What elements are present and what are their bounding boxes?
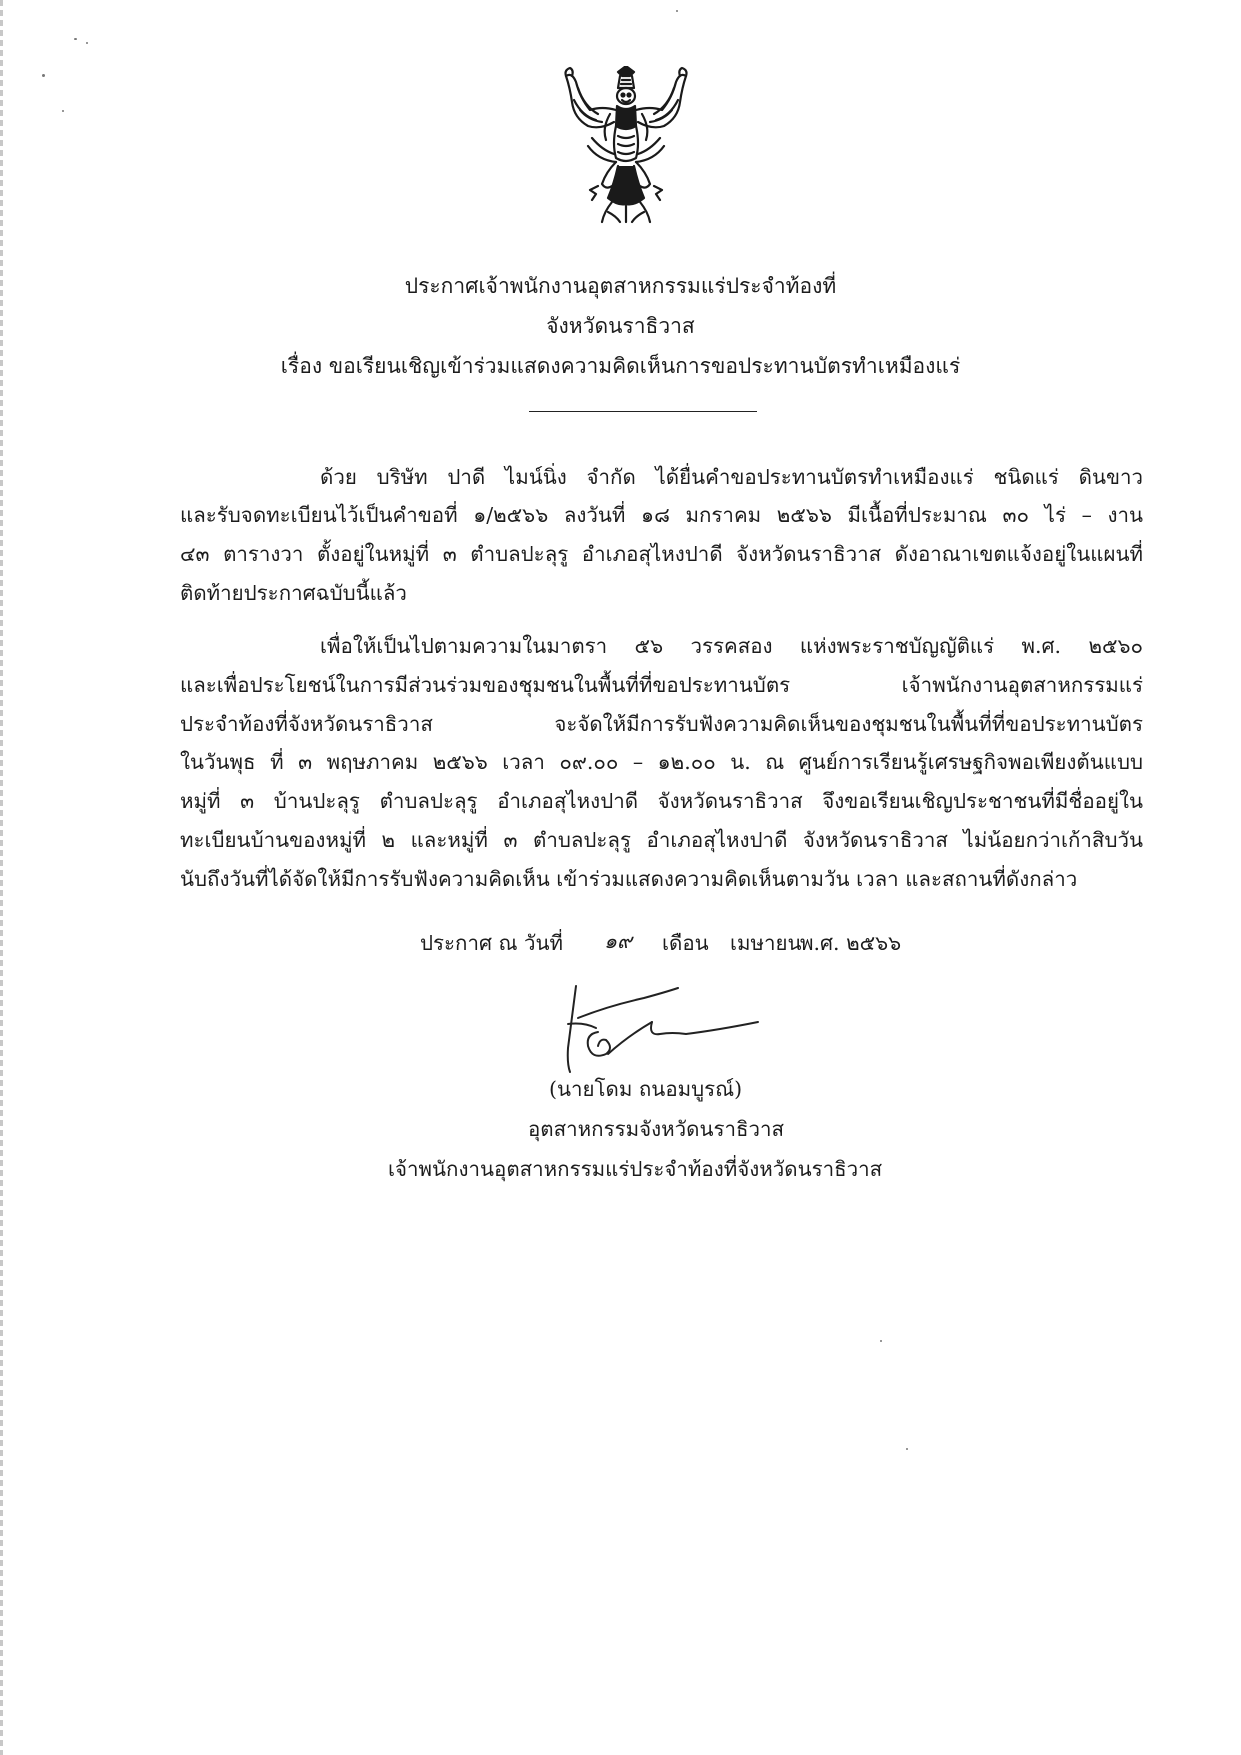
scan-speck (676, 10, 678, 12)
paragraph-2-line-3: ประจำท้องที่จังหวัดนราธิวาส จะจัดให้มีการรับฟังความคิดเห็นของชุมชนในพื้นที่ที่ขอประทานบัตร (180, 712, 1143, 736)
paragraph-2-line-2: และเพื่อประโยชน์ในการมีส่วนร่วมของชุมชนในพื้นที่ที่ขอประทานบัตร เจ้าพนักงานอุตสาหกรรมแร่ (180, 673, 1143, 697)
subject-line: เรื่อง ขอเรียนเชิญเข้าร่วมแสดงความคิดเห็นการขอประทานบัตรทำเหมืองแร่ (280, 354, 961, 378)
date-day: ๑๙ (604, 929, 633, 953)
garuda-emblem-icon (562, 66, 690, 224)
scan-speck (880, 1340, 882, 1342)
paragraph-2-line-1: เพื่อให้เป็นไปตามความในมาตรา ๕๖ วรรคสอง แห่งพระราชบัญญัติแร่ พ.ศ. ๒๕๖๐ (320, 634, 1143, 658)
paragraph-2-line-7: นับถึงวันที่ได้จัดให้มีการรับฟังความคิดเห็น เข้าร่วมแสดงความคิดเห็นตามวัน เวลา และสถานที่ดังกล่าว (180, 867, 1078, 891)
scan-speck (906, 1448, 908, 1450)
scan-speck (42, 74, 45, 77)
scan-speck (74, 38, 77, 40)
paragraph-1-line-1: ด้วย บริษัท ปาดี ไมน์นิ่ง จำกัด ได้ยื่นคำขอประทานบัตรทำเหมืองแร่ ชนิดแร่ ดินขาว (320, 465, 1143, 489)
paragraph-1-line-2: และรับจดทะเบียนไว้เป็นคำขอที่ ๑/๒๕๖๖ ลงวันที่ ๑๘ มกราคม ๒๕๖๖ มีเนื้อที่ประมาณ ๓๐ ไร่ – งาน (180, 503, 1143, 527)
scan-edge (0, 0, 3, 1755)
date-year: พ.ศ. ๒๕๖๖ (800, 931, 902, 955)
scan-speck (86, 42, 88, 44)
date-month-label: เดือน (662, 931, 709, 955)
paragraph-2-line-5: หมู่ที่ ๓ บ้านปะลุรู ตำบลปะลุรู อำเภอสุไหงปาดี จังหวัดนราธิวาส จึงขอเรียนเชิญประชาชนที่มีชื่ออยู่ใน (180, 789, 1143, 813)
scan-speck (62, 110, 64, 112)
header-divider (529, 411, 757, 412)
date-month: เมษายน (730, 931, 802, 955)
signatory-position-2: เจ้าพนักงานอุตสาหกรรมแร่ประจำท้องที่จังหวัดนราธิวาส (388, 1157, 883, 1181)
signatory-position-1: อุตสาหกรรมจังหวัดนราธิวาส (528, 1117, 785, 1141)
date-prefix: ประกาศ ณ วันที่ (420, 931, 564, 955)
paragraph-1-line-4: ติดท้ายประกาศฉบับนี้แล้ว (180, 581, 407, 605)
province-title: จังหวัดนราธิวาส (546, 314, 695, 338)
handwritten-signature (548, 976, 808, 1076)
paragraph-2-line-6: ทะเบียนบ้านของหมู่ที่ ๒ และหมู่ที่ ๓ ตำบลปะลุรู อำเภอสุไหงปาดี จังหวัดนราธิวาส ไม่น้อยกว่าเก้าสิบวัน (180, 828, 1143, 852)
paragraph-1-line-3: ๔๓ ตารางวา ตั้งอยู่ในหมู่ที่ ๓ ตำบลปะลุรู อำเภอสุไหงปาดี จังหวัดนราธิวาส ดังอาณาเขตแจ้งอยู่ในแผนที่ (180, 542, 1143, 566)
paragraph-2-line-4: ในวันพุธ ที่ ๓ พฤษภาคม ๒๕๖๖ เวลา ๐๙.๐๐ – ๑๒.๐๐ น. ณ ศูนย์การเรียนรู้เศรษฐกิจพอเพียงต้นแบบ (180, 750, 1143, 774)
announcement-title: ประกาศเจ้าพนักงานอุตสาหกรรมแร่ประจำท้องที่ (404, 274, 837, 298)
signatory-name: (นายโดม ถนอมบูรณ์) (549, 1077, 743, 1101)
